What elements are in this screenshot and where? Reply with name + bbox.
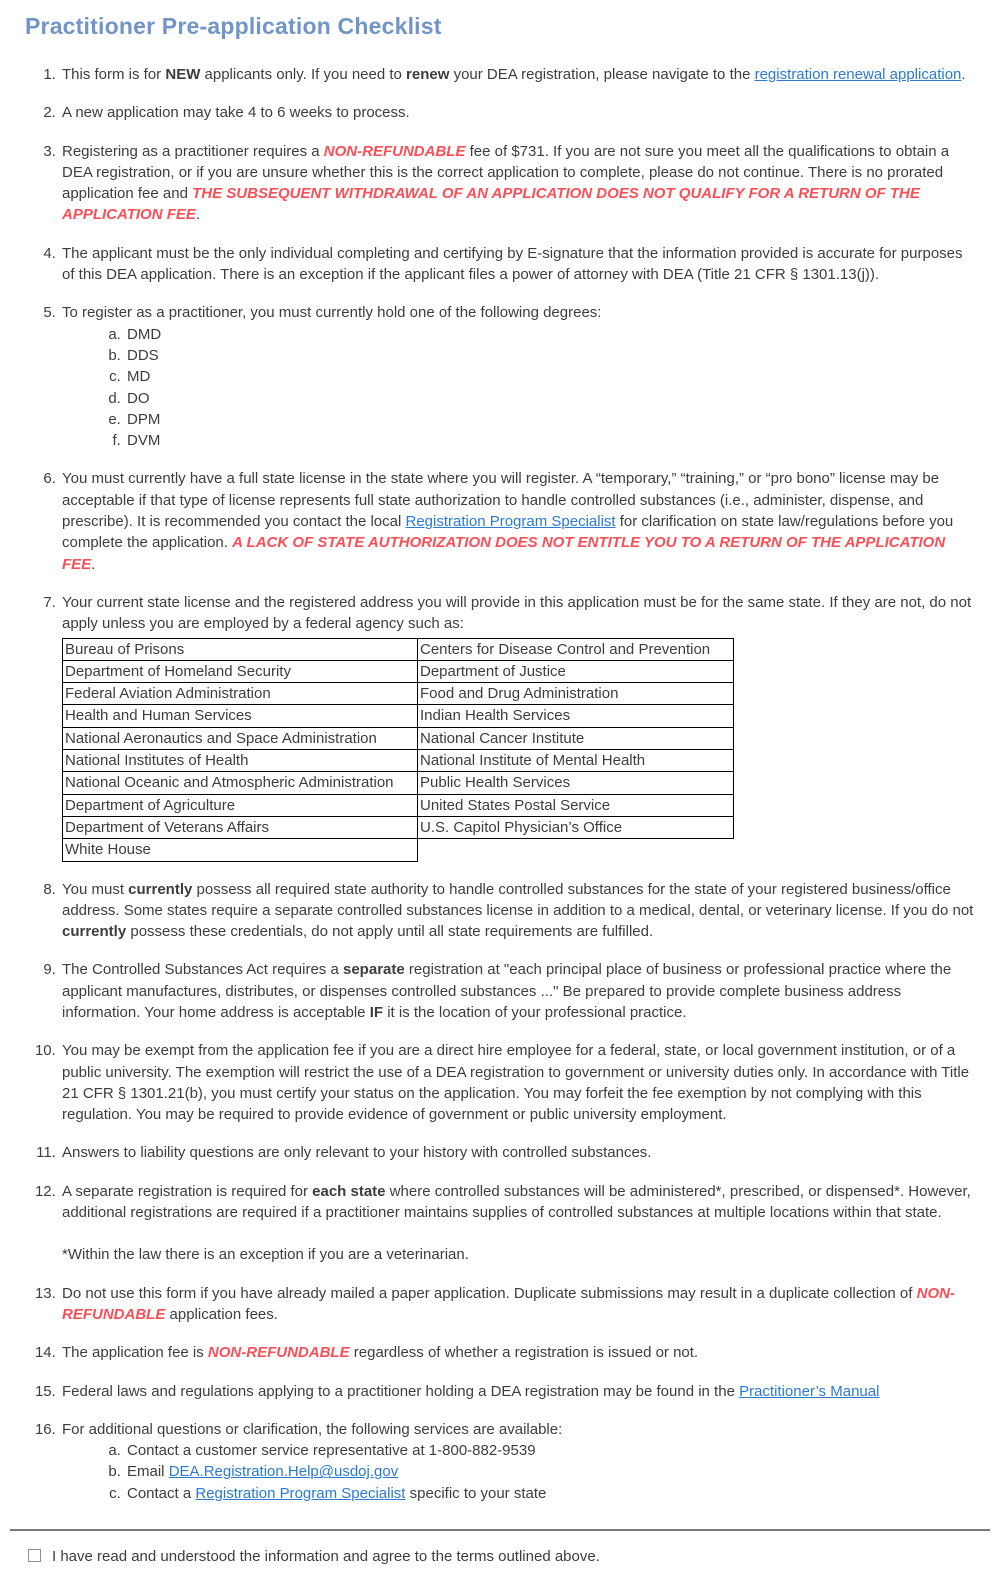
item-text <box>62 1283 975 1326</box>
text-segment: NEW <box>165 66 201 83</box>
text-segment: . <box>91 555 96 573</box>
text-segment: NON-REFUNDABLE <box>62 1284 955 1323</box>
sublist-item-d <box>125 388 975 409</box>
checklist-item-1 <box>60 64 975 85</box>
text-segment: DO <box>127 389 150 407</box>
text-segment: The applicant must be the only individual completing and certifying by E-signature that the information provided is accurate for purposes of this DEA application. There is an exception if the applicant files a power of attorney with DEA (Title 21 CFR § 1301.13(j)). <box>62 244 963 284</box>
item-text <box>62 141 975 226</box>
text-segment: currently <box>128 880 193 898</box>
item-text <box>62 243 975 286</box>
agency-row <box>63 660 734 682</box>
agency-row <box>63 750 734 772</box>
agency-cell: Public Health Services <box>418 772 734 794</box>
divider <box>10 1529 990 1531</box>
item-text <box>62 592 975 635</box>
item-text <box>62 879 975 943</box>
agency-cell: Department of Homeland Security <box>63 660 418 682</box>
item-text <box>62 64 975 85</box>
agency-row <box>63 683 734 705</box>
agency-cell: National Institute of Mental Health <box>418 750 734 772</box>
registration-renewal-application-link[interactable]: registration renewal application <box>754 66 962 83</box>
item-text <box>62 302 975 323</box>
agency-row <box>63 839 734 861</box>
item-text <box>62 468 975 574</box>
text-segment: MD <box>127 368 151 386</box>
sublist-item-c <box>125 1483 975 1504</box>
text-segment: A separate registration is required for <box>62 1182 313 1200</box>
agency-cell: National Cancer Institute <box>418 727 734 749</box>
agency-cell: National Aeronautics and Space Administration <box>63 727 418 749</box>
text-segment: Do not use this form if you have already mailed a paper application. Duplicate submissions may result in a duplicate collection of <box>62 1284 917 1302</box>
agency-cell: Food and Drug Administration <box>418 683 734 705</box>
text-segment: specific to your state <box>405 1484 547 1502</box>
agency-cell: Federal Aviation Administration <box>63 683 418 705</box>
sublist <box>62 324 975 452</box>
text-segment: A new application may take 4 to 6 weeks to process. <box>62 104 410 122</box>
agency-cell: Department of Agriculture <box>63 794 418 816</box>
registration-program-specialist-state-link[interactable]: Registration Program Specialist <box>195 1484 406 1502</box>
agency-row <box>63 638 734 660</box>
text-segment: DVM <box>127 432 161 450</box>
text-segment: possess these credentials, do not apply until all state requirements are fulfilled. <box>126 923 654 941</box>
text-segment: The Controlled Substances Act requires a <box>62 961 343 979</box>
text-segment: it is the location of your professional practice. <box>383 1003 687 1021</box>
checklist-item-7 <box>60 592 975 862</box>
agency-cell: National Institutes of Health <box>63 750 418 772</box>
item-text <box>62 959 975 1023</box>
checklist-item-15 <box>60 1381 975 1402</box>
agency-cell: Indian Health Services <box>418 705 734 727</box>
sublist <box>62 1440 975 1504</box>
text-segment: Federal laws and regulations applying to a practitioner holding a DEA registration may be found in the <box>62 1382 740 1400</box>
practitioners-manual-link[interactable]: Practitioner’s Manual <box>739 1382 880 1400</box>
checklist <box>25 64 975 1504</box>
agency-cell: U.S. Capitol Physician’s Office <box>418 816 734 838</box>
agency-cell: United States Postal Service <box>418 794 734 816</box>
agency-row <box>63 772 734 794</box>
item-text <box>62 1142 975 1163</box>
item-text <box>62 1040 975 1125</box>
text-segment: NON-REFUNDABLE <box>323 142 466 160</box>
item-followup-text: *Within the law there is an exception if you are a veterinarian. <box>62 1246 469 1264</box>
checklist-item-11 <box>60 1142 975 1163</box>
federal-agency-table <box>62 638 734 862</box>
agency-row <box>63 816 734 838</box>
checklist-item-12 <box>60 1181 975 1266</box>
agency-row <box>63 705 734 727</box>
checklist-item-16 <box>60 1419 975 1504</box>
text-segment: IF <box>369 1003 384 1021</box>
agency-cell: Centers for Disease Control and Prevention <box>418 638 734 660</box>
checklist-item-3 <box>60 141 975 226</box>
item-text <box>62 1342 975 1363</box>
agency-row <box>63 727 734 749</box>
text-segment: possess all required state authority to handle controlled substances for the state of your registered business/office address. Some states require a separate controlled substances license in addition to a medical, dental, or veterinary license. If you do not <box>62 880 974 919</box>
text-segment: DDS <box>127 346 159 364</box>
text-segment: Answers to liability questions are only relevant to your history with controlled substances. <box>62 1144 652 1162</box>
page-title: Practitioner Pre-application Checklist <box>25 13 442 39</box>
checklist-item-2 <box>60 102 975 123</box>
text-segment: Contact a customer service representative at 1-800-882-9539 <box>127 1442 536 1460</box>
checklist-item-14 <box>60 1342 975 1363</box>
text-segment: Registering as a practitioner requires a <box>62 142 324 160</box>
agreement-checkbox[interactable] <box>28 1549 41 1562</box>
text-segment: A LACK OF STATE AUTHORIZATION DOES NOT ENTITLE YOU TO A RETURN OF THE APPLICATION FEE <box>62 534 946 573</box>
agreement-label: I have read and understood the information and agree to the terms outlined above. <box>52 1548 600 1566</box>
text-segment: currently <box>62 923 127 941</box>
agency-row <box>63 794 734 816</box>
text-segment: You must <box>62 880 129 898</box>
checklist-item-6 <box>60 468 975 574</box>
sublist-item-c <box>125 366 975 387</box>
agency-cell: Health and Human Services <box>63 705 418 727</box>
item-text <box>62 1419 975 1440</box>
text-segment: You must currently have a full state license in the state where you will register. A “temporary,” “training,” or “pro bono” license may be acceptable if that type of license represents full state authorization to handle controlled substances (i.e., administer, dispense, and prescribe). It is recommended you contact the local <box>62 470 940 531</box>
text-segment: NON-REFUNDABLE <box>207 1344 350 1362</box>
text-segment: Email <box>127 1463 169 1481</box>
agency-cell: Department of Veterans Affairs <box>63 816 418 838</box>
text-segment: The application fee is <box>62 1344 208 1362</box>
sublist-item-f <box>125 430 975 451</box>
text-segment: applicants only. If you need to <box>200 66 407 83</box>
sublist-item-e <box>125 409 975 430</box>
text-segment: registration at "each principal place of business or professional practice where the applicant manufactures, distributes, or dispenses controlled substances ..." Be prepared to provide complete business address information. Your home address is acceptable <box>62 961 952 1021</box>
sublist-item-b <box>125 345 975 366</box>
text-segment: You may be exempt from the application fee if you are a direct hire employee for a federal, state, or local government institution, or of a public university. The exemption will restrict the use of a DEA registration to government or university duties only. In accordance with Title 21 CFR § 1301.21(b), you must certify your status on the application. You may forfeit the fee exemption by not complying with this regulation. You may be required to provide evidence of government or public university employment. <box>62 1042 970 1124</box>
text-segment: This form is for <box>62 66 166 83</box>
agency-cell: White House <box>63 839 418 861</box>
text-segment: application fees. <box>165 1305 278 1323</box>
text-segment: . <box>195 206 201 224</box>
text-segment: Your current state license and the registered address you will provide in this application must be for the same state. If they are not, do not apply unless you are employed by a federal agency such as: <box>62 593 972 633</box>
text-segment: for clarification on state law/regulations before you complete the application. <box>62 513 954 552</box>
text-segment: regardless of whether a registration is issued or not. <box>349 1344 699 1362</box>
item-text <box>62 1181 975 1224</box>
sublist-item-b <box>125 1461 975 1482</box>
checklist-item-13 <box>60 1283 975 1326</box>
agency-cell: Bureau of Prisons <box>63 638 418 660</box>
checklist-item-4 <box>60 243 975 286</box>
text-segment: . <box>961 66 966 83</box>
text-segment: To register as a practitioner, you must currently hold one of the following degrees: <box>62 304 602 322</box>
text-segment: fee of $731. If you are not sure you meet all the qualifications to obtain a DEA registration, or if you are unsure whether this is the correct application to complete, please do not continue. There is no prorated application fee and <box>62 142 950 203</box>
text-segment: separate <box>343 961 405 979</box>
text-segment: Contact a <box>127 1484 196 1502</box>
checklist-item-10 <box>60 1040 975 1125</box>
text-segment: THE SUBSEQUENT WITHDRAWAL OF AN APPLICATION DOES NOT QUALIFY FOR A RETURN OF THE APPLICATION FEE <box>62 185 920 224</box>
text-segment: each state <box>312 1182 386 1200</box>
checklist-item-9 <box>60 959 975 1023</box>
text-segment: For additional questions or clarification, the following services are available: <box>62 1420 563 1438</box>
text-segment: renew <box>406 66 450 83</box>
item-text <box>62 102 975 123</box>
dea-registration-help-email-link[interactable]: DEA.Registration.Help@usdoj.gov <box>168 1463 399 1481</box>
registration-program-specialist-link[interactable]: Registration Program Specialist <box>405 513 616 531</box>
item-text <box>62 1381 975 1402</box>
agency-cell: National Oceanic and Atmospheric Administration <box>63 772 418 794</box>
text-segment: DMD <box>127 325 162 343</box>
text-segment: DPM <box>127 410 161 428</box>
agency-cell: Department of Justice <box>418 660 734 682</box>
sublist-item-a <box>125 324 975 345</box>
text-segment: your DEA registration, please navigate to the <box>449 66 755 83</box>
checklist-item-5 <box>60 302 975 451</box>
text-segment: where controlled substances will be administered*, prescribed, or dispensed*. However, additional registrations are required if a practitioner maintains supplies of controlled substances at multiple locations within that state. <box>62 1182 971 1222</box>
checklist-item-8 <box>60 879 975 943</box>
agreement-row <box>25 1546 975 1567</box>
sublist-item-a <box>125 1440 975 1461</box>
